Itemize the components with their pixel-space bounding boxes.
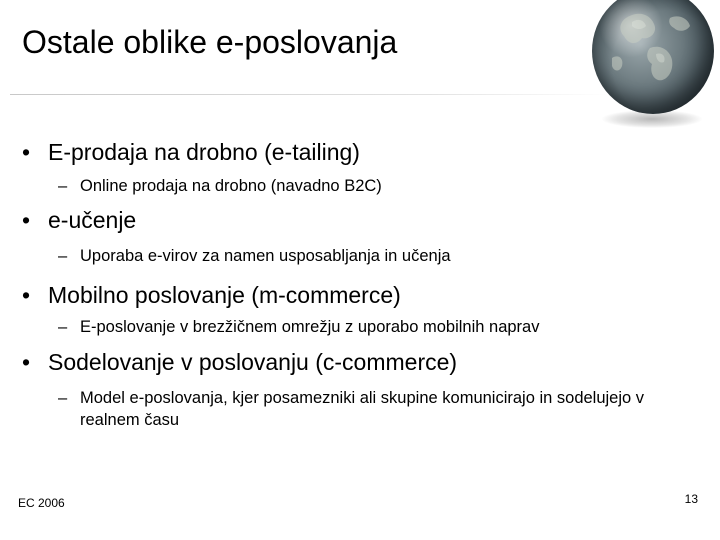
- bullet-item: [22, 281, 401, 309]
- sub-bullet-item: [58, 245, 678, 267]
- bullet-item: [22, 138, 360, 166]
- bullet-marker: •: [22, 349, 31, 375]
- footer-label: EC 2006: [18, 496, 65, 510]
- sub-bullet-text: Model e-poslovanja, kjer posamezniki ali skupine komunicirajo in sodelujejo v realnem času: [80, 389, 645, 429]
- sub-bullet-marker: –: [58, 389, 68, 407]
- sub-bullet-text: Uporaba e-virov za namen usposabljanja in učenja: [80, 247, 451, 265]
- bullet-text: E-prodaja na drobno (e-tailing): [48, 139, 360, 165]
- sub-bullet-marker: –: [58, 247, 68, 265]
- page-number: 13: [684, 492, 698, 506]
- sub-bullet-text: E-poslovanje v brezžičnem omrežju z uporabo mobilnih naprav: [80, 318, 540, 336]
- sub-bullet-marker: –: [58, 318, 68, 336]
- sub-bullet-item: [58, 387, 683, 431]
- sub-bullet-item: [58, 316, 698, 338]
- sub-bullet-text: Online prodaja na drobno (navadno B2C): [80, 177, 382, 195]
- bullet-item: [22, 348, 457, 376]
- slide-title: Ostale oblike e-poslovanja: [22, 24, 398, 60]
- bullet-marker: •: [22, 139, 31, 165]
- bullet-item: [22, 206, 136, 234]
- sub-bullet-item: [58, 175, 678, 197]
- bullet-text: Mobilno poslovanje (m-commerce): [48, 282, 401, 308]
- sub-bullet-marker: –: [58, 177, 68, 195]
- bullet-marker: •: [22, 282, 31, 308]
- bullet-text: Sodelovanje v poslovanju (c-commerce): [48, 349, 458, 375]
- bullet-text: e-učenje: [48, 207, 137, 233]
- bullet-marker: •: [22, 207, 31, 233]
